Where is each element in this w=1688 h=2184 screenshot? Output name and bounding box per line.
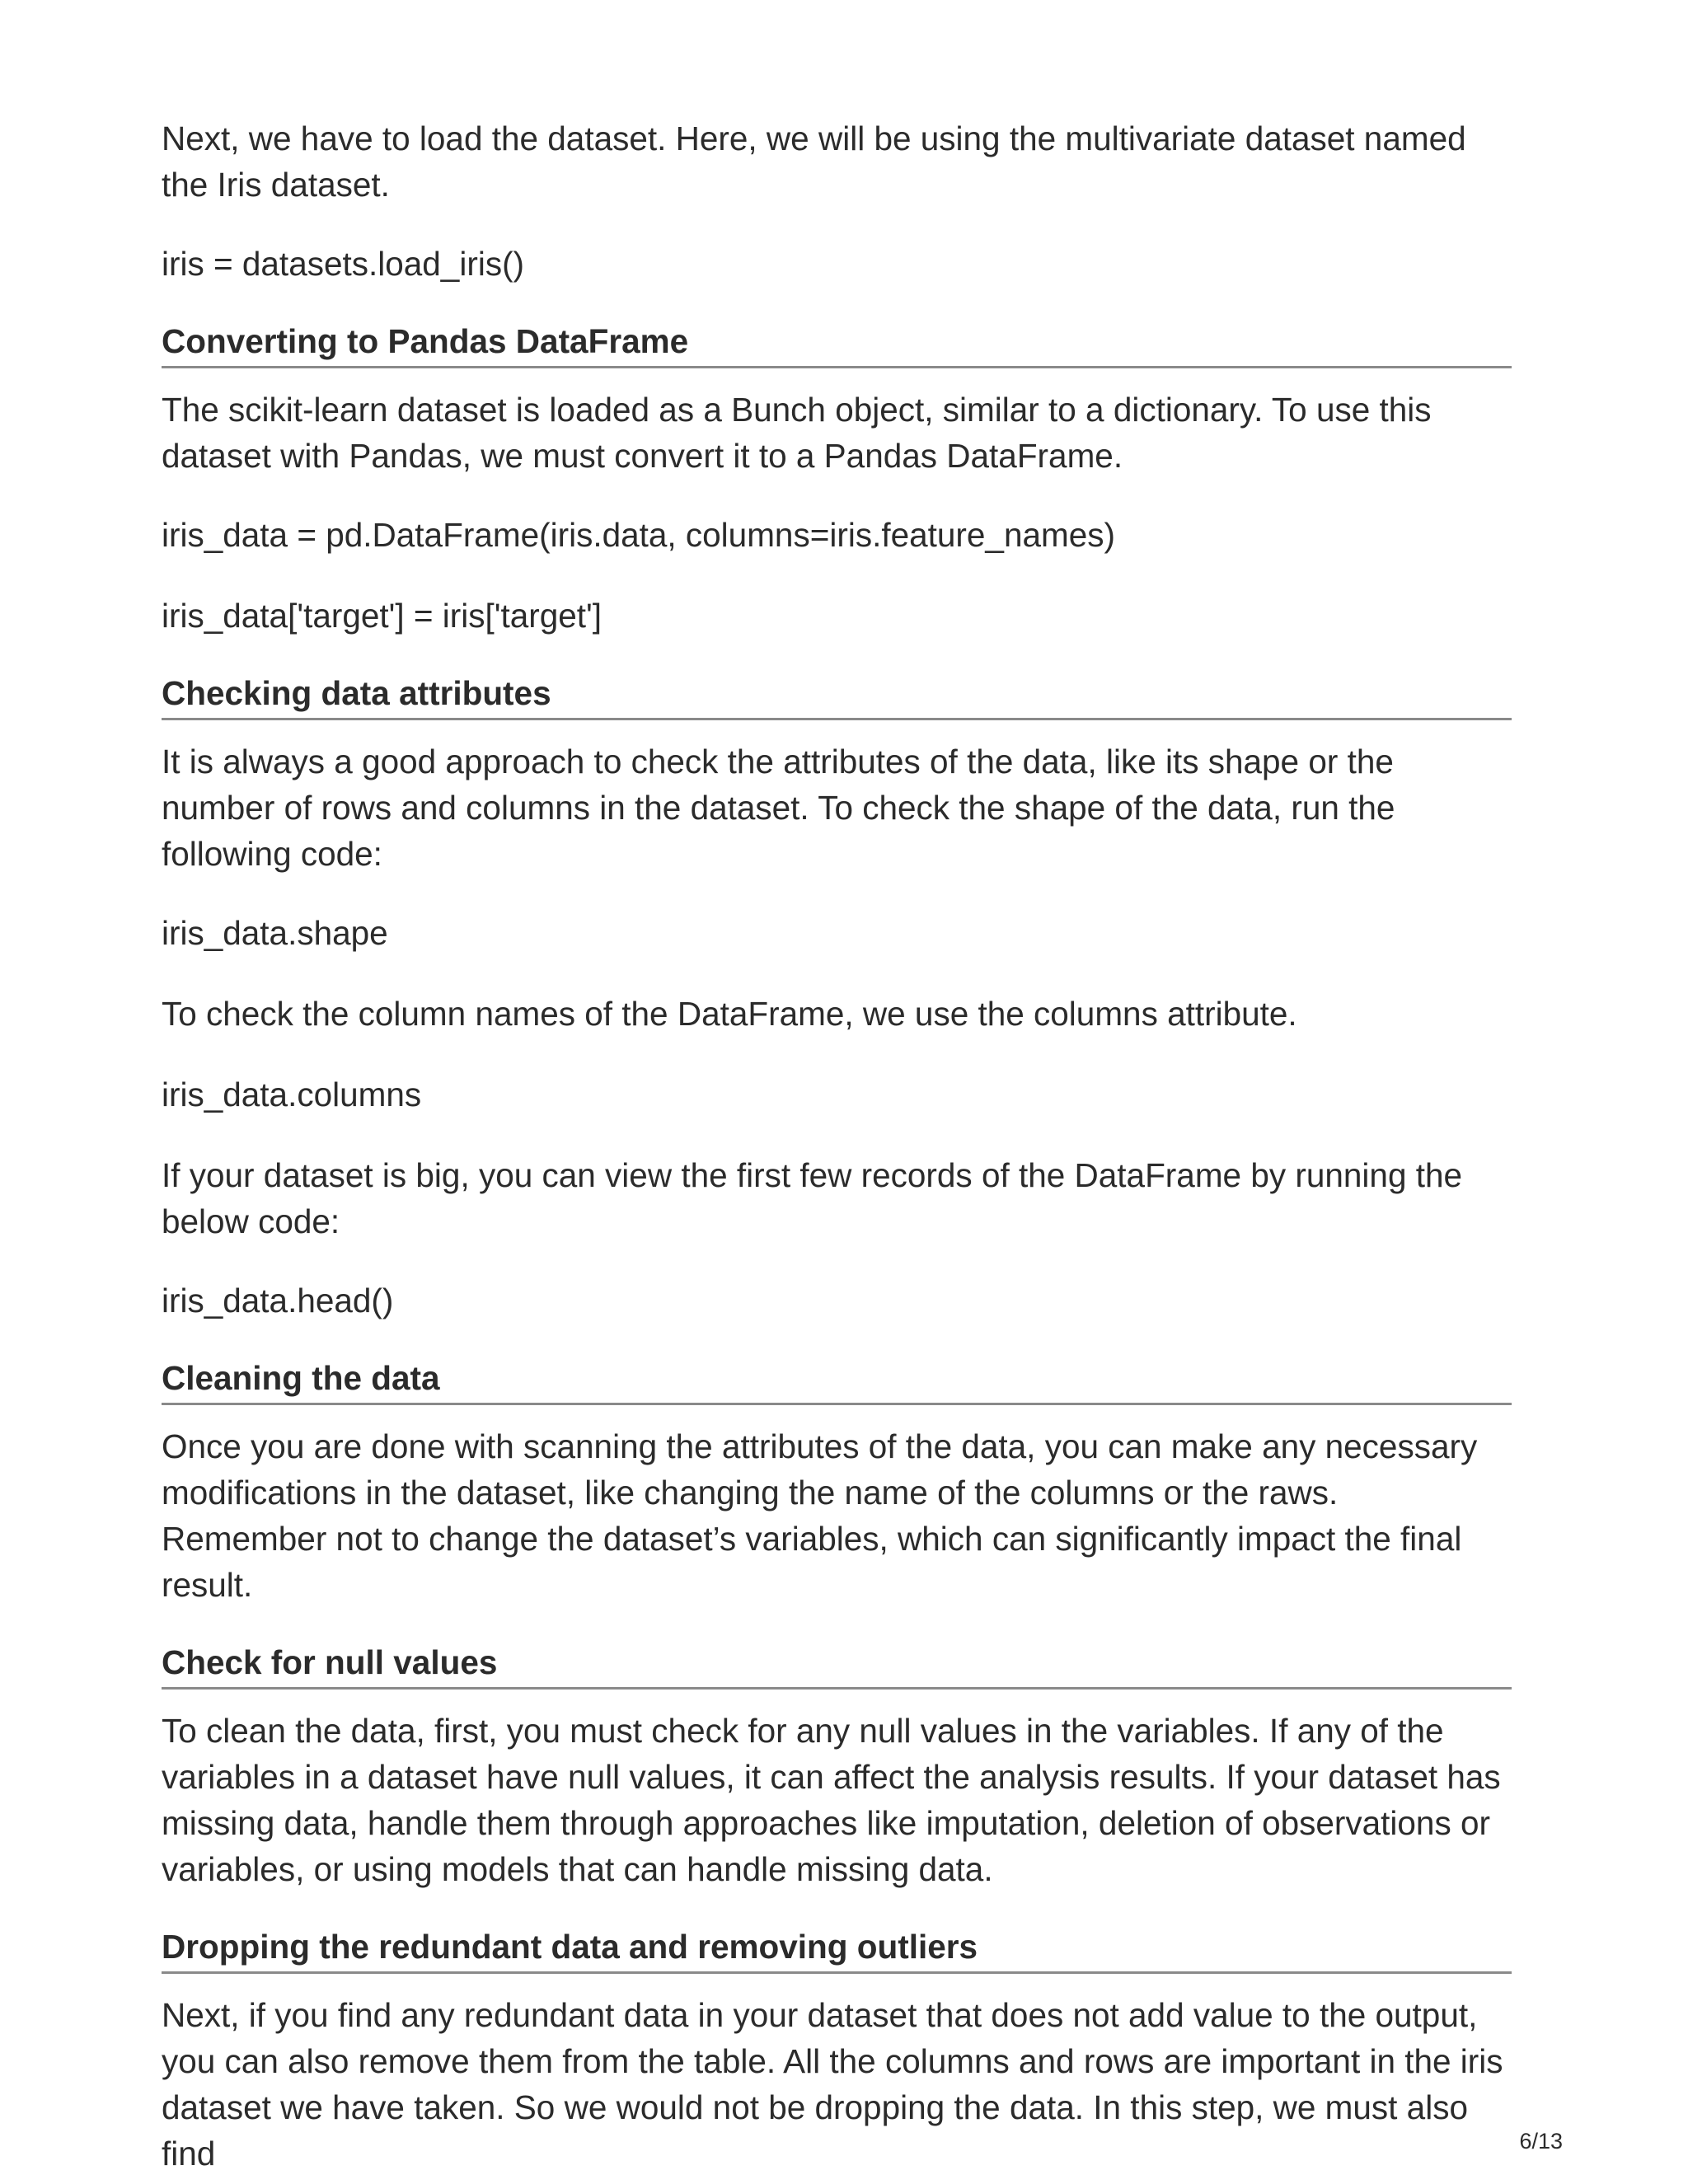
heading-attributes: Checking data attributes <box>162 673 1512 720</box>
heading-dropping: Dropping the redundant data and removing outliers <box>162 1927 1512 1974</box>
head-paragraph: If your dataset is big, you can view the first few records of the DataFrame by running the below code: <box>162 1156 1463 1240</box>
converting-paragraph: The scikit-learn dataset is loaded as a Bunch object, similar to a dictionary. To use this dataset with Pandas, we must convert it to a Pandas DataFrame. <box>162 391 1432 475</box>
page-number: 6/13 <box>1519 2129 1563 2154</box>
dropping-paragraph: Next, if you find any redundant data in your dataset that does not add value to the output, you can also remove them from the table. All the columns and rows are important in the iris dataset we have taken. So we would not be dropping the data. In this step, we must also find <box>162 1996 1503 2172</box>
code-columns: iris_data.columns <box>162 1076 422 1113</box>
code-shape: iris_data.shape <box>162 914 388 952</box>
heading-converting: Converting to Pandas DataFrame <box>162 321 1512 368</box>
null-values-paragraph: To clean the data, first, you must check for any null values in the variables. If any of the variables in a dataset have null values, it can affect the analysis results. If your dataset has missing data, handle them through approaches like imputation, deletion of observations or variables, or using models that can handle missing data. <box>162 1712 1501 1888</box>
heading-null-values: Check for null values <box>162 1643 1512 1690</box>
cleaning-paragraph: Once you are done with scanning the attributes of the data, you can make any necessary modifications in the dataset, like changing the name of the columns or the raws. Remember not to change the dataset’s variables, which can significantly impact the final result. <box>162 1427 1478 1604</box>
document-page <box>162 115 1512 2177</box>
intro-paragraph: Next, we have to load the dataset. Here, we will be using the multivariate dataset named the Iris dataset. <box>162 120 1466 204</box>
code-head: iris_data.head() <box>162 1282 394 1319</box>
code-dataframe: iris_data = pd.DataFrame(iris.data, columns=iris.feature_names) <box>162 516 1115 554</box>
attributes-paragraph: It is always a good approach to check the attributes of the data, like its shape or the number of rows and columns in the dataset. To check the shape of the data, run the following code: <box>162 743 1395 873</box>
heading-cleaning: Cleaning the data <box>162 1358 1512 1405</box>
code-target: iris_data['target'] = iris['target'] <box>162 597 603 635</box>
columns-paragraph: To check the column names of the DataFrame, we use the columns attribute. <box>162 995 1297 1033</box>
code-load-iris: iris = datasets.load_iris() <box>162 245 525 283</box>
